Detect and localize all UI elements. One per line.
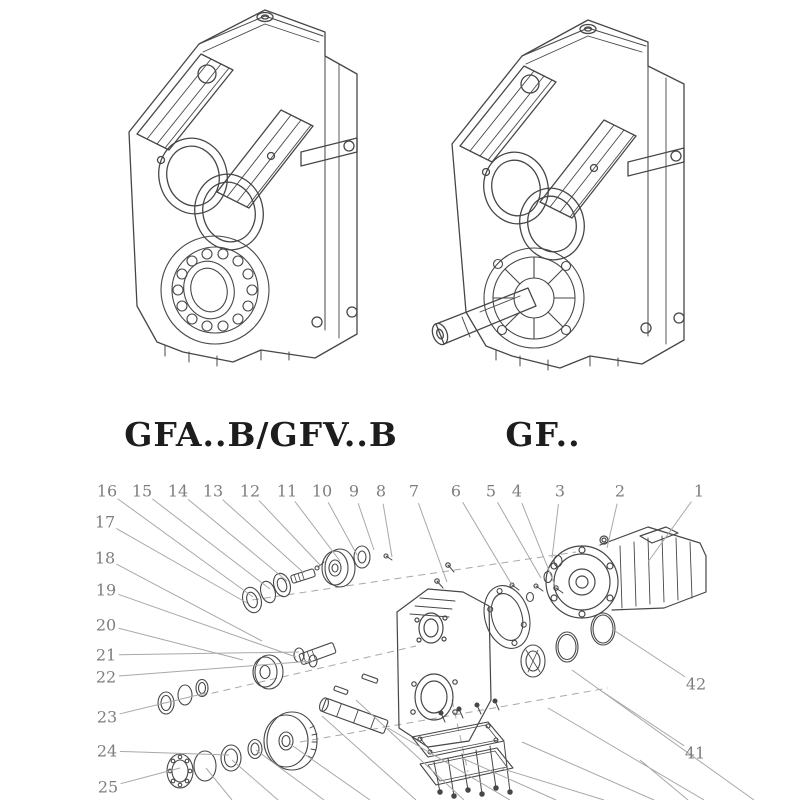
callout-number-23: 23 (96, 707, 118, 727)
base-feet (165, 346, 289, 366)
callout-number-11: 11 (276, 481, 298, 501)
callout-leader-5 (497, 502, 541, 578)
callout-leader-42 (612, 629, 685, 677)
callout-number-20: 20 (95, 615, 117, 635)
callout-leader-14 (188, 499, 287, 581)
output-flange (484, 248, 584, 348)
callout-leader-24 (120, 751, 229, 755)
callout-leader-21 (119, 652, 299, 655)
callout-number-9: 9 (348, 481, 360, 501)
motor-unit (546, 527, 706, 618)
exploded-diagram (0, 470, 800, 800)
callout-number-18: 18 (94, 548, 116, 568)
intermediate-gear (253, 655, 283, 689)
callout-number-17: 17 (94, 512, 116, 532)
callout-leader-2 (607, 504, 617, 548)
callout-number-15: 15 (131, 481, 153, 501)
callout-number-14: 14 (167, 481, 189, 501)
side-panel (301, 56, 357, 338)
callout-number-1: 1 (693, 481, 705, 501)
output-shaft (318, 674, 389, 734)
callout-number-12: 12 (239, 481, 261, 501)
input-gear-assembly (239, 546, 392, 615)
callout-leader-9 (358, 503, 374, 550)
output-shaft (430, 288, 536, 347)
gearbox-drawing-gf (400, 2, 735, 387)
callout-leader-3 (552, 504, 558, 558)
callout-leader-17 (116, 528, 247, 603)
callout-number-6: 6 (450, 481, 462, 501)
callout-leader-11 (295, 501, 340, 561)
callout-number-21: 21 (95, 645, 117, 665)
callout-number-24: 24 (96, 741, 118, 761)
callout-leader-20 (119, 628, 243, 660)
callout-number-5: 5 (485, 481, 497, 501)
callout-layer (95, 482, 706, 797)
model-label-gf: GF.. (505, 415, 581, 454)
callout-leader-16 (118, 499, 253, 597)
callout-leader-1 (648, 502, 691, 562)
callout-leader-23 (120, 693, 206, 714)
callout-leader-15 (152, 499, 270, 589)
pinion-shaft (290, 568, 315, 583)
cooling-fins-center (540, 120, 636, 218)
callout-number-16: 16 (96, 481, 118, 501)
callout-leader-10 (328, 502, 357, 555)
callout-number-41: 41 (684, 743, 706, 763)
callout-leader-41 (600, 690, 684, 746)
callout-number-42: 42 (685, 674, 707, 694)
callout-number-22: 22 (95, 667, 117, 687)
bearing-and-rings (521, 613, 615, 677)
cooling-fins-upper (460, 66, 556, 162)
side-panel (628, 66, 684, 344)
terminal-box (640, 527, 678, 543)
cooling-fins-upper (137, 54, 233, 150)
callout-number-8: 8 (375, 481, 387, 501)
callout-number-25: 25 (97, 777, 119, 797)
callout-leader-12 (259, 500, 321, 566)
callout-number-13: 13 (202, 481, 224, 501)
cooling-fins-center (217, 110, 313, 208)
callout-leader-18 (116, 564, 262, 641)
callout-leader-7 (418, 503, 447, 582)
callout-leader-8 (383, 504, 392, 557)
top-cover-edge (199, 16, 323, 44)
vent-plug (580, 25, 596, 34)
eye-bolt (600, 536, 608, 544)
callout-number-4: 4 (511, 481, 523, 501)
gearbox-drawing-gfab (65, 0, 385, 390)
callout-number-3: 3 (554, 481, 566, 501)
callout-number-10: 10 (311, 481, 333, 501)
callout-number-7: 7 (408, 481, 420, 501)
callout-leader-19 (118, 594, 296, 657)
first-stage-gear (322, 549, 355, 587)
callout-leader-22 (119, 661, 313, 676)
callout-number-2: 2 (614, 481, 626, 501)
vent-plug (257, 13, 273, 22)
model-label-gfab: GFA..B/GFV..B (124, 415, 398, 454)
output-hub (161, 236, 269, 344)
callout-number-19: 19 (95, 580, 117, 600)
